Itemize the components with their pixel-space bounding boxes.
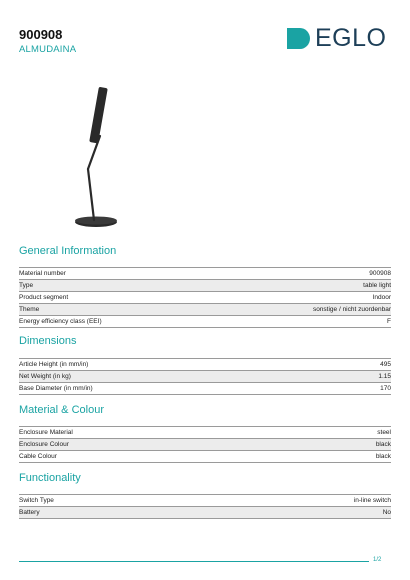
row-value: steel [377,429,391,436]
eglo-logo-mark-icon [287,28,310,49]
dimensions-table [19,358,391,395]
table-row [19,426,391,439]
table-row [19,507,391,519]
row-label: Net Weight (in kg) [19,373,71,380]
row-label: Article Height (in mm/in) [19,361,89,368]
row-value: 1.15 [378,373,391,380]
table-row [19,383,391,395]
general-info-table [19,267,391,328]
row-label: Cable Colour [19,453,57,460]
table-row [19,494,391,507]
table-row [19,267,391,280]
product-name: ALMUDAINA [19,44,77,55]
row-label: Type [19,282,34,289]
table-row [19,304,391,316]
row-label: Base Diameter (in mm/in) [19,385,93,392]
table-row [19,280,391,292]
table-row [19,451,391,463]
section-title-functionality: Functionality [19,472,81,484]
article-number: 900908 [19,27,63,42]
row-value: 170 [380,385,391,392]
footer-divider [19,561,369,562]
eglo-logo [287,26,386,51]
functionality-table [19,494,391,519]
row-label: Theme [19,306,40,313]
row-value: black [375,441,391,448]
row-value: table light [363,282,391,289]
row-label: Battery [19,509,40,516]
row-value: No [382,509,391,516]
row-value: 495 [380,361,391,368]
section-title-general: General Information [19,245,117,257]
row-label: Switch Type [19,497,54,504]
row-label: Enclosure Colour [19,441,69,448]
row-value: black [375,453,391,460]
row-value: in-line switch [353,497,391,504]
row-value: 900908 [369,270,391,277]
section-title-material: Material & Colour [19,404,104,416]
table-row [19,316,391,328]
row-label: Energy efficiency class (EEI) [19,318,102,325]
row-label: Enclosure Material [19,429,73,436]
product-image [60,84,140,234]
table-row [19,358,391,371]
row-value: Indoor [372,294,391,301]
row-value: sonstige / nicht zuordenbar [312,306,391,313]
row-label: Product segment [19,294,69,301]
table-row [19,439,391,451]
table-row [19,292,391,304]
page-number: 1/2 [373,557,382,563]
section-title-dimensions: Dimensions [19,335,77,347]
table-row [19,371,391,383]
row-label: Material number [19,270,66,277]
material-colour-table [19,426,391,463]
eglo-logo-text: EGLO [315,24,387,52]
row-value: F [387,318,391,325]
